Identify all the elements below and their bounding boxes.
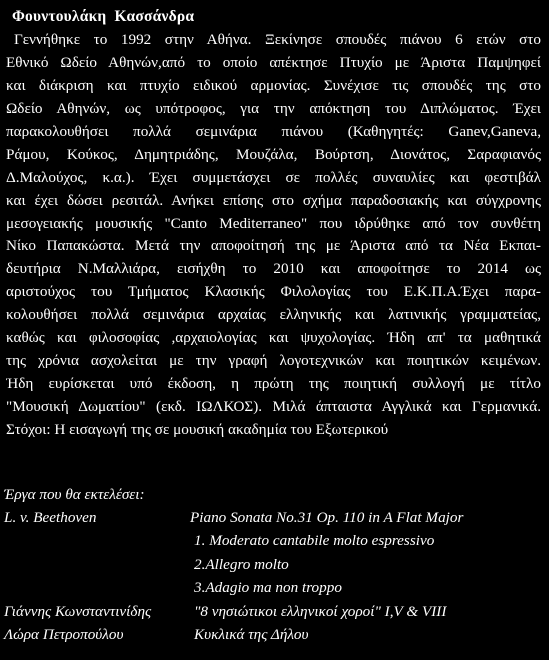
bio-line: καθώς και φιλοσοφίας ,αρχαιολογίας και ψυχολογίας. Ήδη απ' τα μαθητικά [6, 329, 541, 347]
bio-line: κολουθήσει πολλά σεμινάρια αρχαίας ελληνικής και λατινικής γραμματείας, [6, 306, 541, 324]
movement-title: 1. Moderato cantabile molto espressivo [194, 532, 435, 550]
bio-line: δευτήρια Ν.Μαλλιάρα, εισήχθη το 2010 και αποφοίτησε το 2014 ως [6, 260, 541, 278]
bio-line: Ήδη ευρίσκεται υπό έκδοση, η πρώτη της ποιητική συλλογή με τίτλο [6, 375, 541, 393]
program-row [4, 553, 544, 576]
bio-line: μεσογειακής μουσικής "Canto Mediterraneo" που ιδρύθηκε από τον συνθέτη [6, 214, 541, 232]
composer-name: L. v. Beethoven [4, 509, 97, 526]
movement-title: 3.Adagio ma non troppo [194, 579, 342, 597]
bio-line: και διάκριση και πτυχίο ειδικού αρμονίας. Συνέχισε τις σπουδές της στο [6, 76, 541, 94]
bio-line: και έχει δώσει ρεσιτάλ. Ανήκει επίσης στο σχήμα παραδοσιακής και σύγχρονης [6, 191, 541, 209]
program-row [4, 576, 544, 599]
bio-line: Εθνικό Ωδείο Αθηνών,από το οποίο απέκτησε Πτυχίο με Άριστα Παμψηφεί [6, 53, 541, 71]
composer-name: Γιάννης Κωνσταντινίδης [4, 602, 152, 620]
bio-line: "Μουσική Δωματίου" (εκδ. ΙΩΛΚΟΣ). Μιλά άπταιστα Αγγλικά και Γερμανικά. [6, 398, 541, 415]
bio-line: Γεννήθηκε το 1992 στην Αθήνα. Ξεκίνησε σπουδές πιάνου 6 ετών στο [14, 31, 541, 48]
program-list [4, 483, 544, 646]
bio-line: παρακολουθήσει πολλά σεμινάρια πιάνου (Καθηγητές: Ganev,Ganeva, [6, 122, 541, 140]
program-heading: Έργα που θα εκτελέσει: [4, 486, 145, 503]
bio-line: αριστούχος του Τμήματος Κλασικής Φιλολογίας του Ε.Κ.Π.Α.Έχει παρα- [6, 283, 541, 301]
bio-line: Δ.Μαλούχος, κ.α.). Έχει συμμετάσχει σε πολλές συναυλίες και φεστιβάλ [6, 168, 541, 186]
program-row [4, 600, 544, 623]
bio-line: της χρόνια ασχολείται με την γραφή λογοτεχνικών και ποιητικών κειμένων. [6, 352, 541, 370]
composer-name: Λώρα Πετροπούλου [4, 625, 124, 643]
performer-name: Φουντουλάκη Κασσάνδρα [12, 8, 195, 25]
program-row [4, 506, 544, 529]
biography-paragraph [6, 29, 541, 442]
piece-title: Κυκλικά της Δήλου [194, 625, 309, 643]
piece-title: Piano Sonata No.31 Op. 110 in A Flat Major [190, 509, 464, 526]
program-row [4, 529, 544, 552]
program-row [4, 623, 544, 646]
bio-line: Ωδείο Αθηνών, ως υπότροφος, για την απόκτηση του Διπλώματος. Έχει [6, 99, 541, 117]
movement-title: 2.Allegro molto [194, 555, 289, 573]
goals-line: Στόχοι: Η εισαγωγή της σε μουσική ακαδημία του Εξωτερικού [6, 420, 389, 438]
bio-line: Νίκο Παπακώστα. Μετά την αποφοίτησή της με Άριστα από τα Νέα Εκπαι- [6, 237, 541, 255]
bio-line: Ράμου, Κούκος, Δημητριάδης, Μουζάλα, Βούρτση, Διονάτος, Σαραφιανός [6, 145, 541, 163]
piece-title: "8 νησιώτικοι ελληνικοί χοροί" I,V & VIII [194, 602, 447, 620]
